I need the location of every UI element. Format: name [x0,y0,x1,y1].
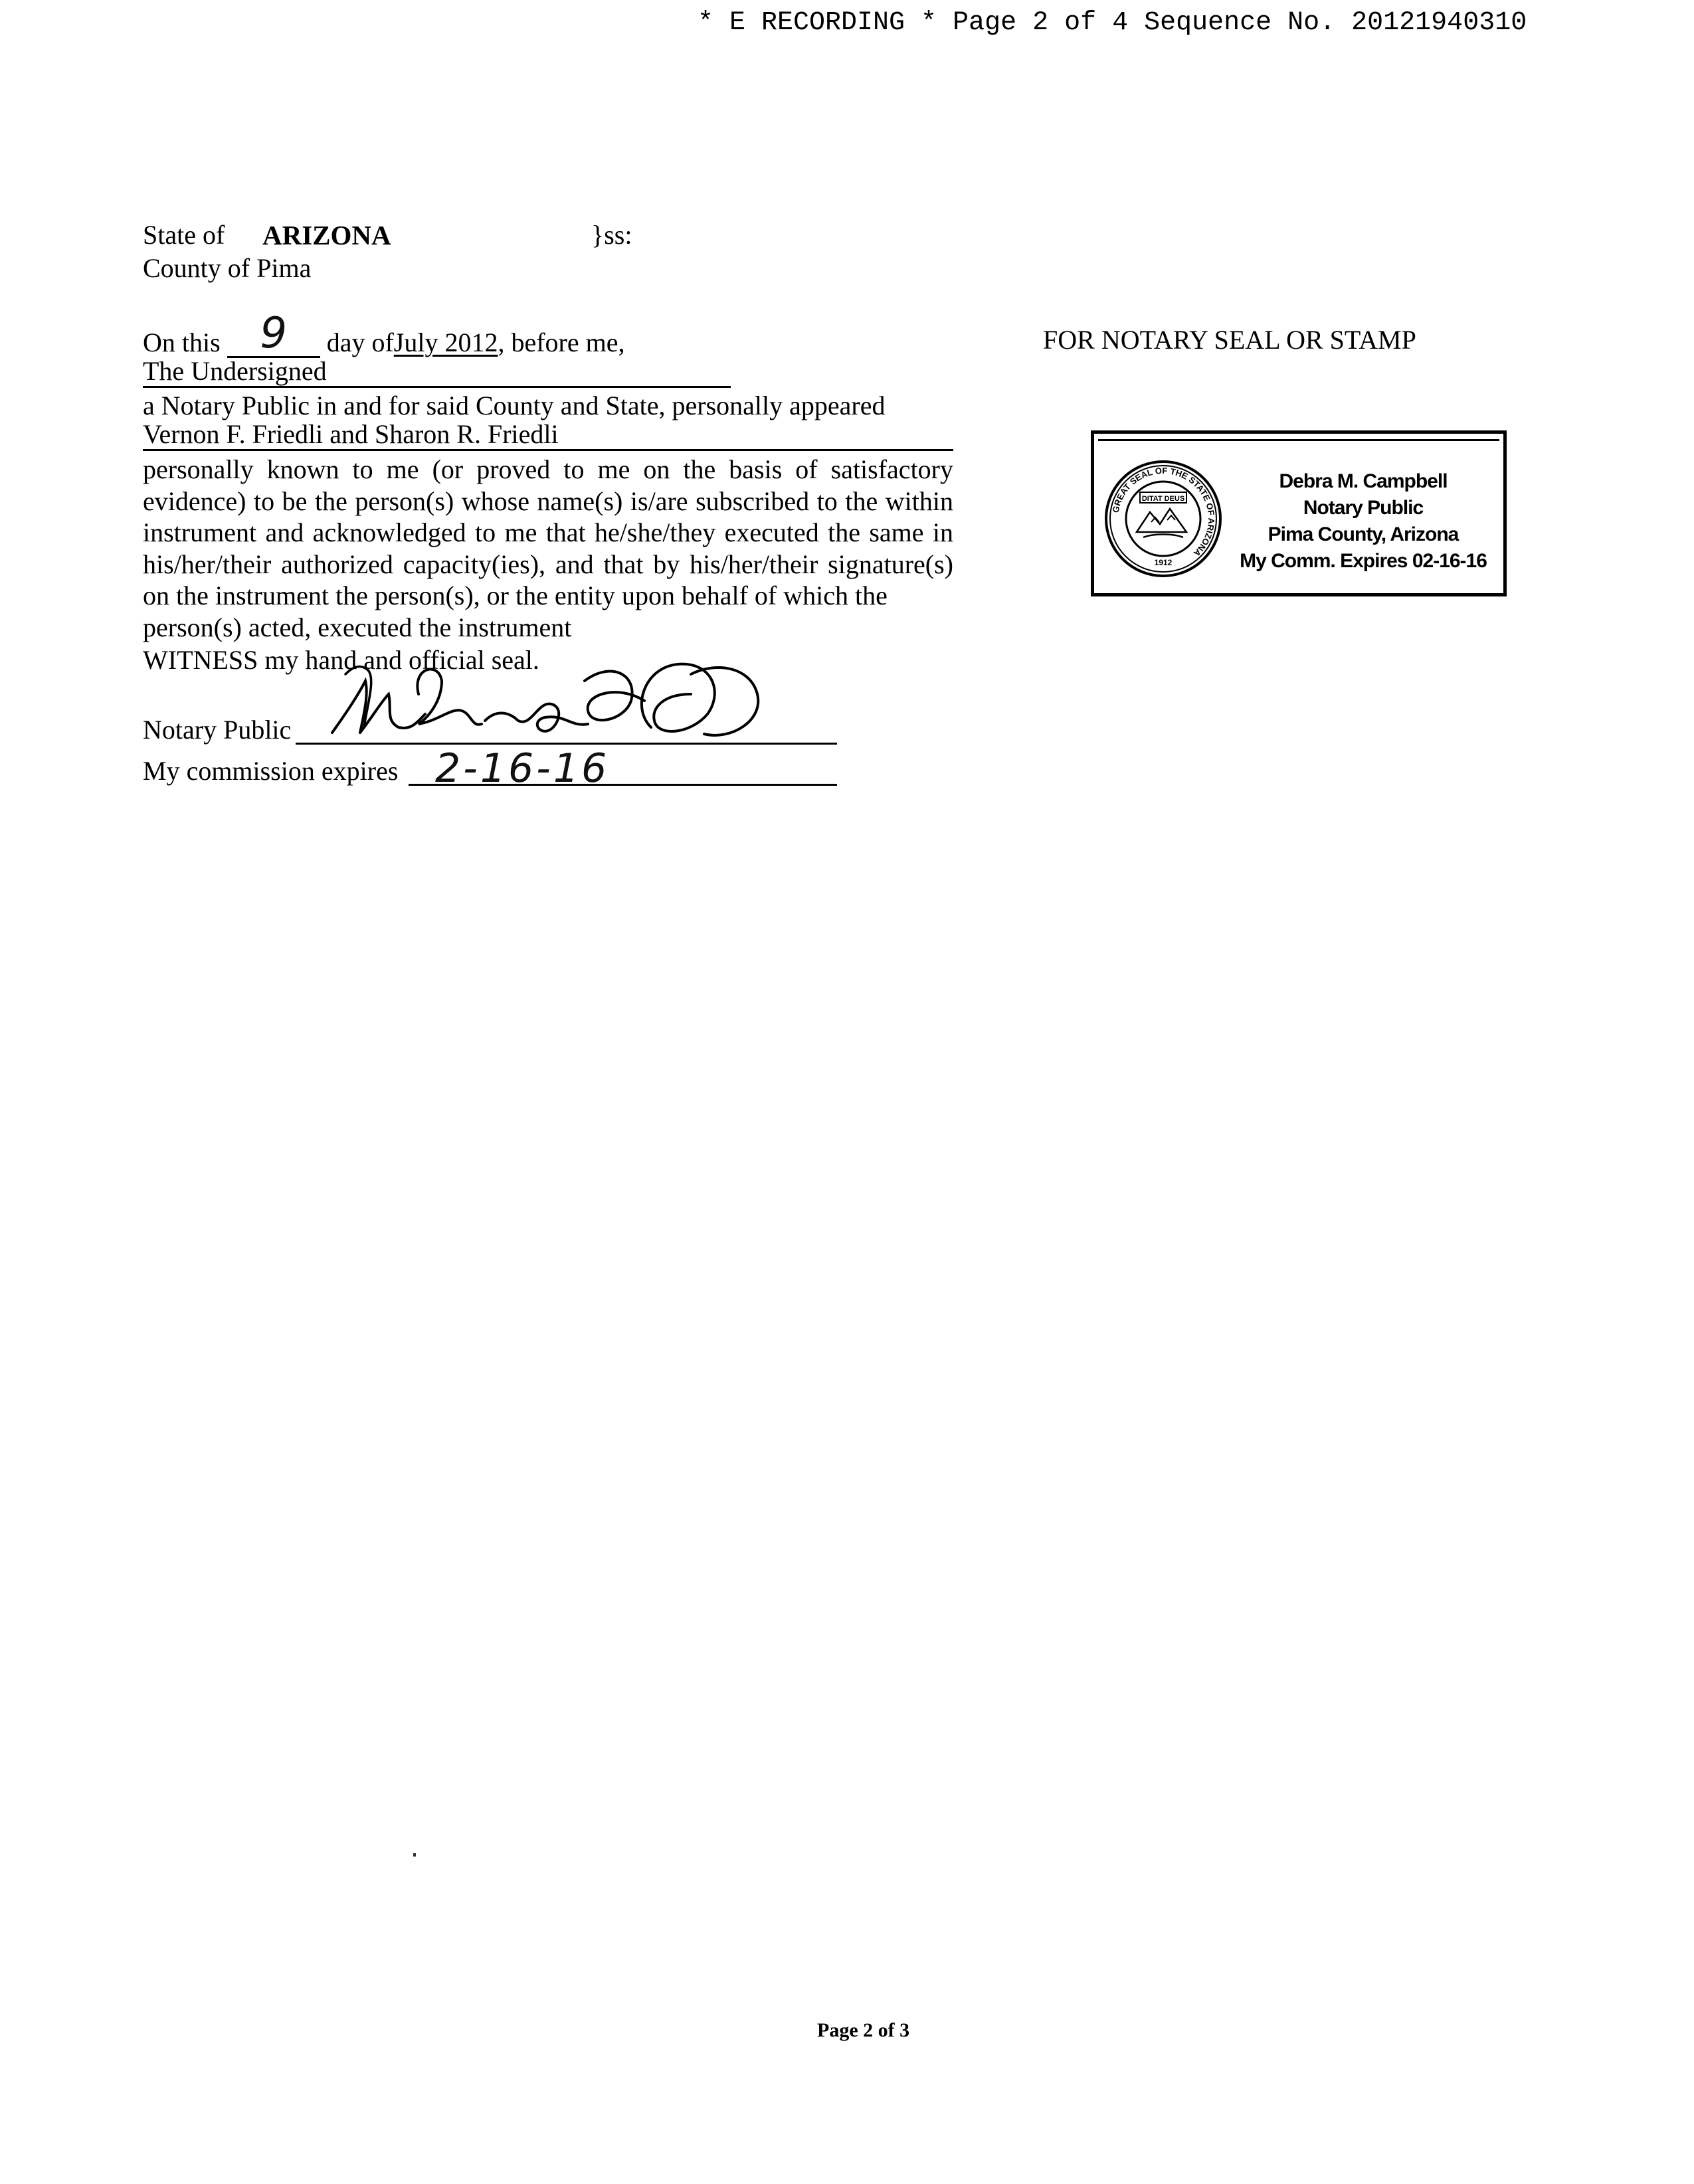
commission-value: 2-16-16 [435,745,610,792]
before-me: , before me, [498,327,625,357]
county-value: Pima [256,253,312,283]
day-blank [227,309,320,358]
recording-header: * E RECORDING * Page 2 of 4 Sequence No. 20121940310 [698,8,1527,38]
notary-stamp [1091,430,1507,596]
county-line [143,252,311,284]
stamp-notary-title: Notary Public [1303,497,1424,519]
notary-signature [319,654,824,754]
scan-speck [413,1853,416,1857]
ss-mark: }ss: [591,220,632,250]
date-line [143,309,625,358]
stamp-notary-name: Debra M. Campbell [1279,470,1448,492]
svg-text:DITAT DEUS: DITAT DEUS [1141,495,1185,503]
svg-text:1912: 1912 [1154,558,1173,567]
state-line [143,219,632,250]
commission-label: My commission expires [143,756,399,786]
state-value: ARIZONA [262,220,391,250]
notary-intro: a Notary Public in and for said County and State, personally appeared [143,391,886,420]
notary-public-label: Notary Public [143,715,292,745]
day-value: 9 [260,309,288,358]
acknowledgment-body-last: person(s) acted, executed the instrument [143,612,572,642]
county-label: County of [143,253,250,283]
on-this-label: On this [143,327,221,357]
witness-line: WITNESS my hand and official seal. [143,645,539,675]
acknowledgment-body-text: personally known to me (or proved to me on the basis of satisfactory evidence) to be the person(s) whose name(s) is/are subscribed to the within instrument and acknowledged to me that he/she/they executed the same in his/her/their authorized capacity(ies), and that by his/her/their signature(s) on the instrument the person(s), or the entity upon behalf of which the [143,454,953,610]
stamp-location: Pima County, Arizona [1268,523,1459,545]
page-footer: Page 2 of 3 [817,2019,910,2041]
acknowledgment-body [143,454,953,643]
svg-text:GREAT SEAL OF THE STATE OF ARI: GREAT SEAL OF THE STATE OF ARIZONA [1110,465,1217,559]
day-of-label: day of [326,327,394,357]
appeared-names: Vernon F. Friedli and Sharon R. Friedli [143,420,953,451]
stamp-text [1224,468,1503,575]
state-seal-icon [1103,459,1223,579]
stamp-divider [1098,439,1499,441]
seal-area-title: FOR NOTARY SEAL OR STAMP [1043,325,1416,355]
month-year: July 2012 [393,327,498,357]
stamp-expires: My Comm. Expires 02-16-16 [1240,550,1487,572]
state-label: State of [143,220,225,250]
officer-name: The Undersigned [143,357,731,388]
